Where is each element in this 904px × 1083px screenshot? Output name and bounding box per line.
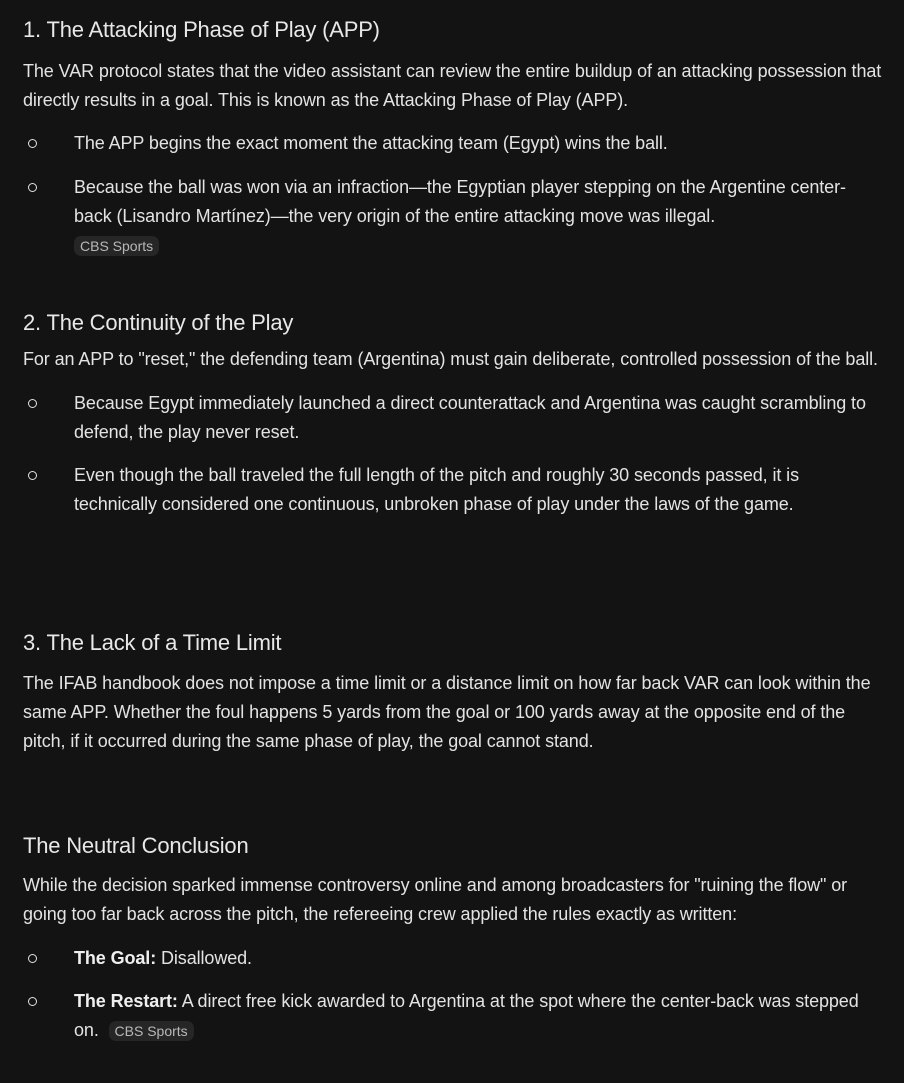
- list-item: [23, 944, 883, 973]
- list-item-text: Even though the ball traveled the full length of the pitch and roughly 30 seconds passed, it is technically considered one continuous, unbroken phase of play under the laws of the game.: [74, 465, 799, 514]
- list-item-label: The Restart:: [74, 991, 178, 1011]
- section-paragraph: For an APP to "reset," the defending team (Argentina) must gain deliberate, controlled possession of the ball.: [23, 349, 878, 369]
- section-continuity: [23, 310, 883, 519]
- list-item-text: A direct free kick awarded to Argentina at the spot where the center-back was stepped on.: [74, 991, 859, 1040]
- section-attacking-phase: [23, 17, 883, 260]
- section-time-limit: [23, 630, 883, 756]
- bullet-list: [23, 129, 883, 260]
- hollow-bullet-icon: [28, 471, 37, 480]
- section-paragraph: While the decision sparked immense controversy online and among broadcasters for "ruining the flow" or going too far back across the pitch, the refereeing crew applied the rules exactly as written:: [23, 875, 847, 924]
- hollow-bullet-icon: [28, 399, 37, 408]
- list-item: [23, 173, 883, 260]
- list-item-text: The APP begins the exact moment the attacking team (Egypt) wins the ball.: [74, 133, 668, 153]
- list-item: [23, 987, 883, 1045]
- source-chip-cbs-sports[interactable]: CBS Sports: [74, 236, 159, 256]
- list-item-text: Because the ball was won via an infraction—the Egyptian player stepping on the Argentine center-back (Lisandro Martínez)—the very origin of the entire attacking move was illegal.: [74, 177, 846, 226]
- section-heading: 3. The Lack of a Time Limit: [23, 630, 282, 655]
- list-item: [23, 129, 883, 158]
- section-paragraph: The VAR protocol states that the video assistant can review the entire buildup of an attacking possession that directly results in a goal. This is known as the Attacking Phase of Play (APP).: [23, 61, 882, 110]
- section-heading: The Neutral Conclusion: [23, 833, 249, 858]
- list-item: [23, 389, 883, 447]
- bullet-list: [23, 389, 883, 519]
- section-paragraph: The IFAB handbook does not impose a time limit or a distance limit on how far back VAR can look within the same APP. Whether the foul happens 5 yards from the goal or 100 yards away at the opposite end of the pitch, if it occurred during the same phase of play, the goal cannot stand.: [23, 673, 871, 751]
- hollow-bullet-icon: [28, 954, 37, 963]
- list-item-label: The Goal:: [74, 948, 157, 968]
- hollow-bullet-icon: [28, 183, 37, 192]
- list-item: [23, 461, 883, 519]
- list-item-text: Disallowed.: [156, 948, 252, 968]
- hollow-bullet-icon: [28, 139, 37, 148]
- section-neutral-conclusion: [23, 833, 883, 1045]
- section-heading: 2. The Continuity of the Play: [23, 310, 294, 335]
- source-chip-cbs-sports[interactable]: CBS Sports: [109, 1021, 194, 1041]
- bullet-list: [23, 944, 883, 1045]
- hollow-bullet-icon: [28, 997, 37, 1006]
- section-heading: 1. The Attacking Phase of Play (APP): [23, 17, 380, 42]
- list-item-text: Because Egypt immediately launched a direct counterattack and Argentina was caught scrambling to defend, the play never reset.: [74, 393, 866, 442]
